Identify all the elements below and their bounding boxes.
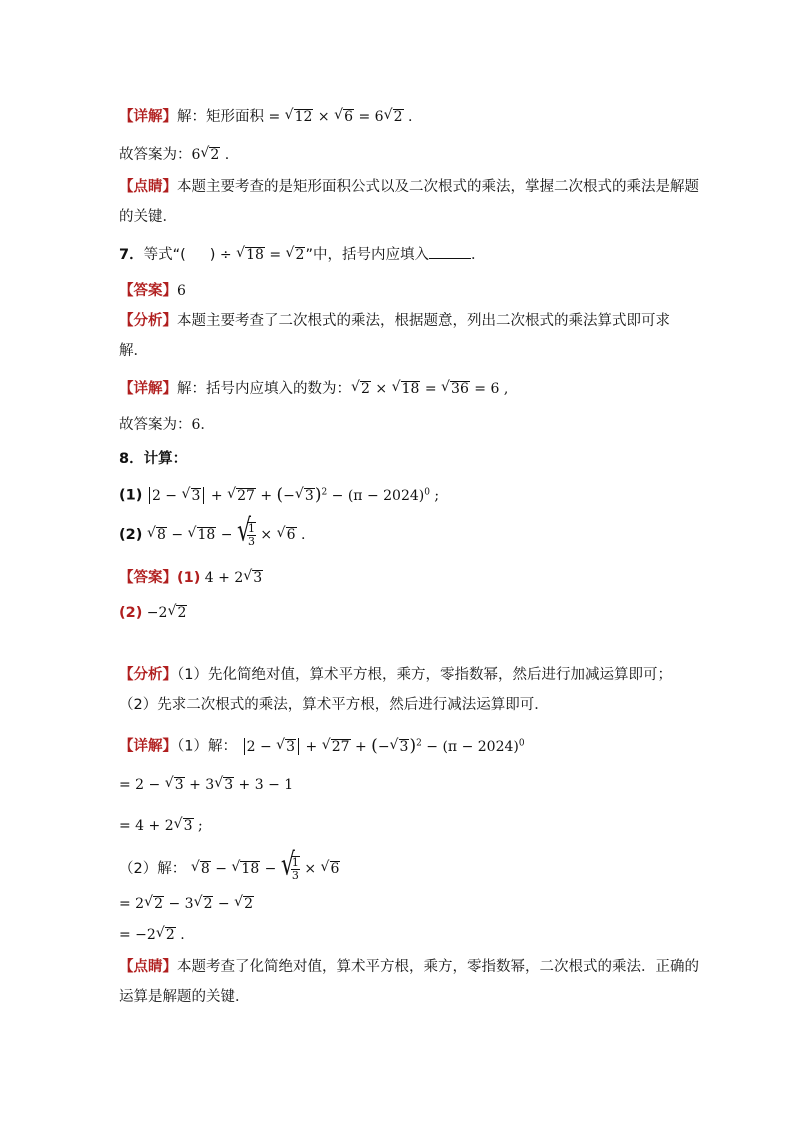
comment-text: 本题考查了化简绝对值，算术平方根，乘方，零指数幂，二次根式的乘法．正确的 <box>177 959 699 975</box>
final-text: 故答案为： <box>119 417 192 433</box>
question-stem-end: ． <box>470 247 486 263</box>
detail-tag: 【详解】 <box>119 109 177 125</box>
detail-line-q7 <box>119 380 508 398</box>
comment-line-q8 <box>119 958 699 976</box>
answer-label: (1) <box>177 570 201 586</box>
answer-formula-1: 4 + 2√ 3 <box>200 570 263 586</box>
formula-q8-2: √ 8 − √ 18 − √ $\frac{1}{3}$ × √ 6 . <box>147 527 306 543</box>
comment-tag: 【点睛】 <box>119 959 177 975</box>
question-number: 8． <box>119 451 144 467</box>
detail-label-2: （2）解： <box>119 861 187 877</box>
question-stem-mid: ) <box>209 247 216 263</box>
detail-line-p6 <box>119 108 412 126</box>
detail-tag: 【详解】 <box>119 738 177 755</box>
question-stem-suffix: ”中，括号内应填入 <box>305 247 429 263</box>
final-line-q7: 故答案为：6． <box>119 417 215 433</box>
answer-line-q8-1 <box>119 569 263 587</box>
comment-text: 本题主要考查的是矩形面积公式以及二次根式的乘法，掌握二次根式的乘法是解题 <box>177 179 699 195</box>
analysis-line-q7-2 <box>119 342 148 360</box>
question-7 <box>119 245 485 264</box>
comment-line-p6 <box>119 178 699 196</box>
formula-q7-detail: √ 2 × √ 18 = √ 36 = 6 , <box>351 381 508 397</box>
formula-detail-2: √ 8 − √ 18 − √ $\frac{1}{3}$ × √ 6 <box>191 861 341 877</box>
comment-text-2: 运算是解题的关键． <box>119 989 250 1005</box>
answer-label: (2) <box>119 605 143 621</box>
answer-formula-2: −2√ 2 <box>142 605 187 621</box>
answer-line-p6 <box>119 146 229 164</box>
answer-line-q8-2 <box>119 604 187 622</box>
question-8-part2 <box>119 522 305 548</box>
analysis-tag: 【分析】 <box>119 313 177 329</box>
analysis-text: 本题主要考查了二次根式的乘法，根据题意，列出二次根式的乘法算式即可求 <box>177 313 670 329</box>
detail-tag: 【详解】 <box>119 381 177 397</box>
formula-q7: ÷ √ 18 = √ 2 <box>215 247 305 263</box>
analysis-text-2: （2）先求二次根式的乘法，算术平方根，然后进行减法运算即可． <box>119 697 549 713</box>
answer-line-q7 <box>119 282 186 300</box>
step-line-4: = −2√ 2 . <box>119 926 185 944</box>
part-label: (1) <box>119 487 143 504</box>
comment-line-q8-2 <box>119 988 250 1006</box>
question-stem-prefix: 等式“( <box>143 247 186 263</box>
question-8 <box>119 450 187 468</box>
analysis-tag: 【分析】 <box>119 667 177 683</box>
final-value: 6 <box>191 417 201 433</box>
analysis-line-q7 <box>119 312 670 330</box>
analysis-text: （1）先化简绝对值，算术平方根，乘方，零指数幂，然后进行加减运算即可； <box>177 667 672 683</box>
formula-q8-1: 2 − √ 3 + √ 27 + (−√ $3)^2 - (\pi - 2024)^0$ ; <box>147 488 439 504</box>
question-8-part1 <box>119 483 439 505</box>
question-number: 7． <box>119 247 144 263</box>
comment-text-2: 的关键． <box>119 209 177 225</box>
question-stem: 计算： <box>143 451 188 467</box>
comment-tag: 【点睛】 <box>119 179 177 195</box>
detail-line-q8-2 <box>119 856 340 882</box>
answer-value: 6 <box>177 283 186 299</box>
analysis-text-2: 解． <box>119 343 148 359</box>
detail-line-q8-1 <box>119 734 525 756</box>
analysis-line-q8-2 <box>119 696 549 714</box>
answer-tag: 【答案】 <box>119 570 177 586</box>
step-line-2: = 4 + 2√ 3 ; <box>119 817 203 835</box>
step-line-3: = 2√ 2 − 3√ 2 − √ 2 <box>119 895 254 913</box>
part-label: (2) <box>119 527 143 543</box>
formula-answer: 6√ 2 . <box>192 147 230 163</box>
formula-area: = √ 12 × √ 6 = 6√ 2 . <box>264 109 412 125</box>
detail-label: （1）解： <box>177 738 237 755</box>
answer-text: 故答案为： <box>119 147 192 163</box>
answer-tag: 【答案】 <box>119 283 177 299</box>
detail-text: 解：矩形面积 <box>177 109 264 125</box>
step-line-1: = 2 − √ 3 + 3√ 3 + 3 − 1 <box>119 776 293 794</box>
comment-line-p6-2 <box>119 208 177 226</box>
analysis-line-q8 <box>119 666 672 684</box>
answer-blank <box>429 245 471 259</box>
formula-detail-1: 2 − √ 3 + √ 27 + (−√ $3)^2 - (\pi - 2024)^0$ <box>242 739 525 755</box>
detail-text: 解：括号内应填入的数为： <box>177 381 351 397</box>
